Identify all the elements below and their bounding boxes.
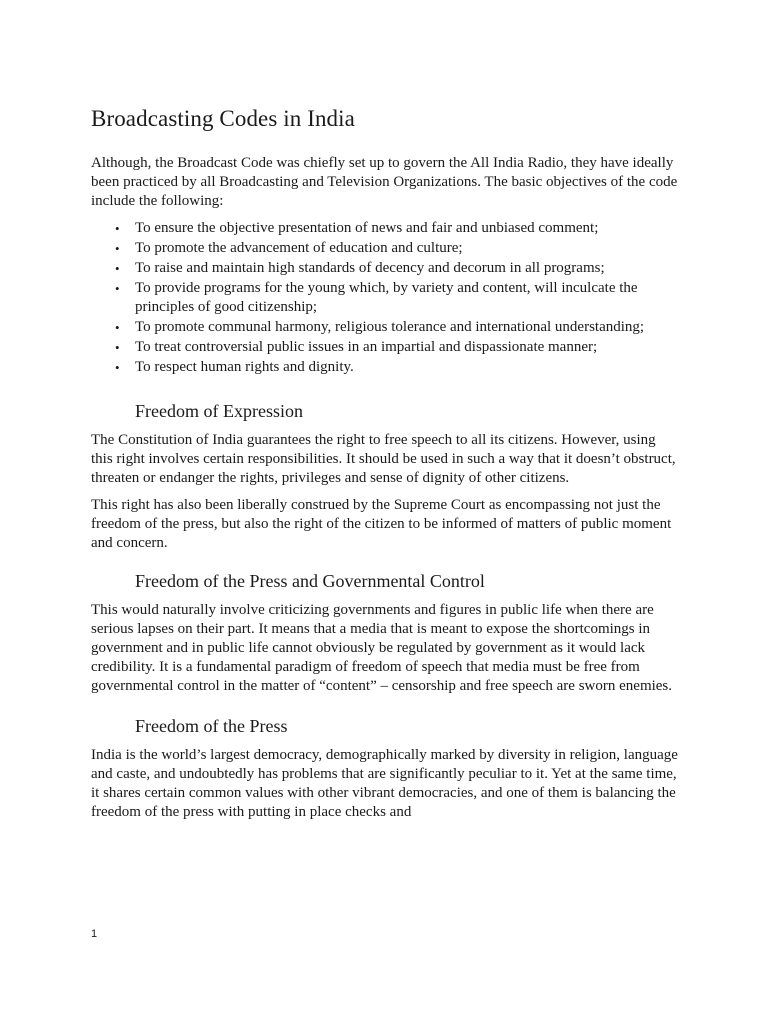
section-freedom-of-press <box>91 714 681 822</box>
list-item <box>91 239 681 258</box>
list-item <box>91 279 681 317</box>
list-item-text: To respect human rights and dignity. <box>135 359 354 375</box>
list-item <box>91 338 681 357</box>
section-freedom-of-expression <box>91 399 681 553</box>
bullet-icon: • <box>115 261 120 276</box>
section-paragraph: This right has also been liberally construed by the Supreme Court as encompassing not just the freedom of the press, but also the right of the citizen to be informed of matters of public moment and concern. <box>91 497 672 551</box>
intro-paragraph: Although, the Broadcast Code was chiefly set up to govern the All India Radio, they have ideally been practiced by all Broadcasting and Television Organizations. The basic objectives of the code include the following: <box>91 155 678 209</box>
bullet-icon: • <box>115 221 120 236</box>
section-press-and-government <box>91 569 681 696</box>
list-item <box>91 259 681 278</box>
section-heading: Freedom of Expression <box>135 401 303 421</box>
list-item-text: To provide programs for the young which, by variety and content, will inculcate the principles of good citizenship; <box>135 280 638 315</box>
bullet-icon: • <box>115 340 120 355</box>
bullet-icon: • <box>115 320 120 335</box>
list-item-text: To promote communal harmony, religious tolerance and international understanding; <box>135 319 645 335</box>
list-item-text: To promote the advancement of education and culture; <box>135 240 463 256</box>
section-paragraph: India is the world’s largest democracy, demographically marked by diversity in religion, language and caste, and undoubtedly has problems that are significantly peculiar to it. Yet at the same time, it shares certain common values with other vibrant democracies, and one of them is balancing the freedom of the press with putting in place checks and <box>91 747 678 820</box>
bullet-icon: • <box>115 360 120 375</box>
list-item <box>91 219 681 238</box>
section-paragraph: This would naturally involve criticizing governments and figures in public life when there are serious lapses on their part. It means that a media that is meant to expose the shortcomings in government and in public life cannot obviously be regulated by government as it would lack credibility. It is a fundamental paradigm of freedom of speech that media must be free from governmental control in the matter of “content” – censorship and free speech are sworn enemies. <box>91 602 673 694</box>
list-item-text: To raise and maintain high standards of decency and decorum in all programs; <box>135 260 605 276</box>
section-heading: Freedom of the Press and Governmental Control <box>135 571 485 591</box>
page-number: 1 <box>91 928 98 940</box>
list-item-text: To ensure the objective presentation of news and fair and unbiased comment; <box>135 220 599 236</box>
section-heading: Freedom of the Press <box>135 716 288 736</box>
bullet-icon: • <box>115 281 120 296</box>
bullet-icon: • <box>115 241 120 256</box>
list-item <box>91 318 681 337</box>
list-item-text: To treat controversial public issues in an impartial and dispassionate manner; <box>135 339 598 355</box>
document-title: Broadcasting Codes in India <box>91 106 355 131</box>
document-body <box>91 104 681 830</box>
section-paragraph: The Constitution of India guarantees the right to free speech to all its citizens. However, using this right involves certain responsibilities. It should be used in such a way that it doesn’t obstruct, threaten or endanger the rights, privileges and sense of dignity of other citizens. <box>91 432 676 486</box>
objectives-list <box>91 219 681 377</box>
list-item <box>91 358 681 377</box>
